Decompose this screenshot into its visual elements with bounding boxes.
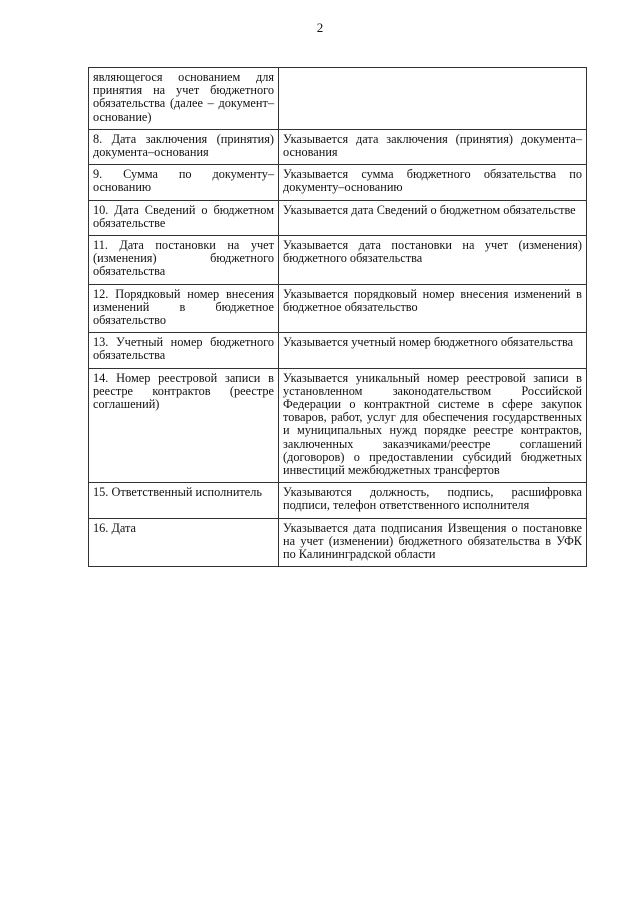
- field-description-cell: Указывается сумма бюджетного обязательства по документу–основанию: [279, 165, 587, 200]
- field-name-cell: 15. Ответственный исполнитель: [89, 483, 279, 518]
- field-description-cell: Указывается дата заключения (принятия) документа–основания: [279, 129, 587, 164]
- field-name-cell: 12. Порядковый номер внесения изменений в бюджетное обязательство: [89, 284, 279, 333]
- field-description-cell: Указывается дата Сведений о бюджетном обязательстве: [279, 200, 587, 235]
- table-row: [89, 129, 587, 164]
- table-row: [89, 333, 587, 368]
- field-description-cell: Указываются должность, подпись, расшифровка подписи, телефон ответственного исполнителя: [279, 483, 587, 518]
- field-name-cell: 14. Номер реестровой записи в реестре контрактов (реестре соглашений): [89, 368, 279, 483]
- table-row: [89, 200, 587, 235]
- table-row: [89, 483, 587, 518]
- field-description-cell: Указывается дата подписания Извещения о постановке на учет (изменении) бюджетного обязательства в УФК по Калининградской области: [279, 518, 587, 567]
- field-description-cell: Указывается учетный номер бюджетного обязательства: [279, 333, 587, 368]
- field-name-cell: 13. Учетный номер бюджетного обязательства: [89, 333, 279, 368]
- table-row: [89, 68, 587, 130]
- field-description-cell: Указывается порядковый номер внесения изменений в бюджетное обязательство: [279, 284, 587, 333]
- table-row: [89, 368, 587, 483]
- field-description-cell: [279, 68, 587, 130]
- page-number: 2: [316, 20, 324, 35]
- field-description-cell: Указывается дата постановки на учет (изменения) бюджетного обязательства: [279, 236, 587, 285]
- field-name-cell: 10. Дата Сведений о бюджетном обязательстве: [89, 200, 279, 235]
- field-name-cell: 8. Дата заключения (принятия) документа–основания: [89, 129, 279, 164]
- field-name-cell: 9. Сумма по документу–основанию: [89, 165, 279, 200]
- field-description-table: [88, 67, 587, 567]
- field-name-cell: 16. Дата: [89, 518, 279, 567]
- field-name-cell: являющегося основанием для принятия на учет бюджетного обязательства (далее – документ–основание): [89, 68, 279, 130]
- table-row: [89, 284, 587, 333]
- table-row: [89, 165, 587, 200]
- field-description-cell: Указывается уникальный номер реестровой записи в установленном законодательством Российской Федерации о контрактной системе в сфере закупок товаров, работ, услуг для обеспечения государственных и муниципальных нужд порядке реестре контрактов, заключенных заказчиками/реестре соглашений (договоров) о предоставлении субсидий бюджетных инвестиций межбюджетных трансфертов: [279, 368, 587, 483]
- table-row: [89, 236, 587, 285]
- table-row: [89, 518, 587, 567]
- field-name-cell: 11. Дата постановки на учет (изменения) бюджетного обязательства: [89, 236, 279, 285]
